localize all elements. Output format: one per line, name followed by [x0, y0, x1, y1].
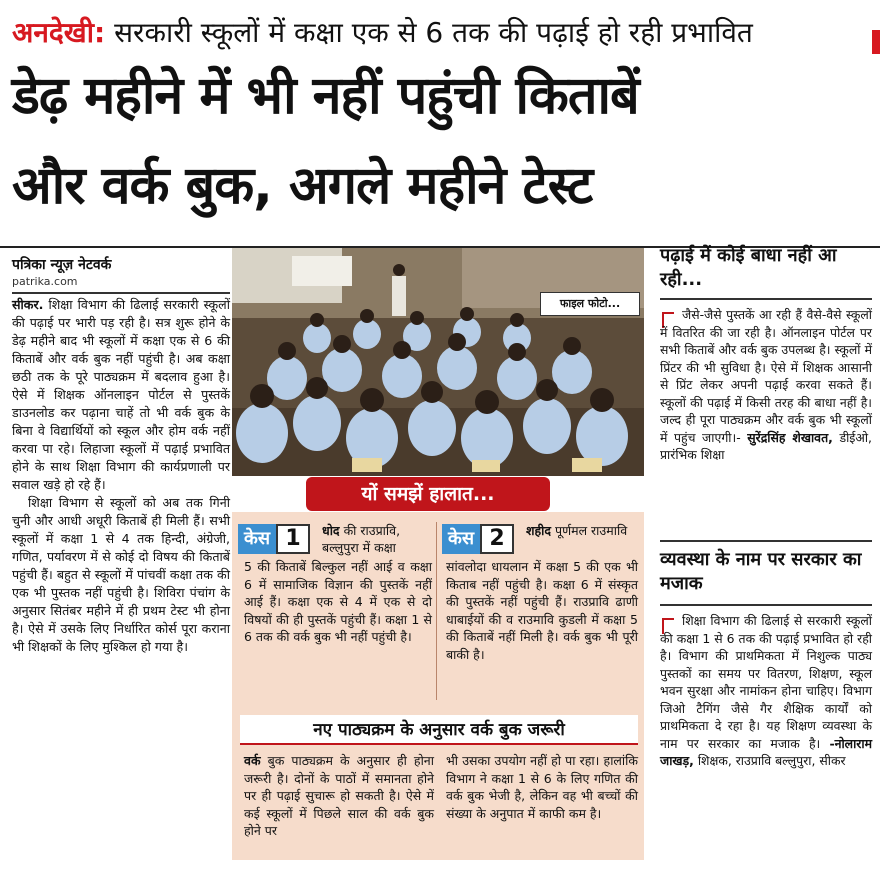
main-story-p1: सीकर. शिक्षा विभाग की ढिलाई सरकारी स्कूलों की पढ़ाई पर भारी पड़ रही है। सत्र शुरू होने के डेढ़ महीने बाद भी स्कूलों में कक्षा एक से 6 की किताबें और वर्क बुक नहीं पहुंची है। अब कक्षा छठी तक के पूरे पाठ्यक्रम में बदलाव हुआ है। ऐसे में शिक्षक ऑनलाइन पोर्टल से पुस्तकें डाउनलोड कर पढ़ाना चाहें तो भी वर्क बुक के बिना वे विद्यार्थियों को स्कूल और होम वर्क नहीं करवा पा रहे। लिहाजा स्कूलों में पढ़ाई प्रभावित होने के साथ शिक्षा विभाग की कार्यप्रणाली पर सवाल खड़े हो रहे हैं।: [12, 297, 230, 492]
kicker-text: सरकारी स्कूलों में कक्षा एक से 6 तक की पढ़ाई हो रही प्रभावित: [114, 16, 753, 49]
case-2-tag: [442, 524, 514, 554]
red-edge-marker: [872, 30, 880, 54]
case-2-school: शहीद पूर्णमल राउमावि: [526, 523, 628, 538]
headline-line-2: और वर्क बुक, अगले महीने टेस्ट: [12, 156, 593, 216]
dateline: सीकर.: [12, 297, 44, 312]
sidebar-2-top-rule: [660, 540, 872, 542]
case-1-number: 1: [276, 524, 310, 554]
kicker-line: [12, 14, 852, 52]
case-2-number: 2: [480, 524, 514, 554]
case-1-school: धोद की राउप्रावि, बल्लुपुरा में कक्षा: [322, 523, 401, 555]
explainer-title: यों समझें हालात...: [306, 477, 550, 511]
sidebar-1-author: सुरेंद्रसिंह शेखावत,: [747, 429, 833, 445]
workbook-right: भी उसका उपयोग नहीं हो पा रहा। हालांकि विभाग ने कक्षा 1 से 6 के लिए गणित की वर्क बुक भेजी है, लेकिन वह भी बच्चों की संख्या के अनुपात में काफी कम है।: [446, 753, 638, 821]
sidebar-2-author: -नोलाराम जाखड़,: [660, 735, 872, 768]
main-story-p2: शिक्षा विभाग से स्कूलों को अब तक गिनी चुनी और आधी अधूरी किताबें ही मिली हैं। सभी स्कूलों में कक्षा 1 से 4 तक हिन्दी, अंग्रेजी, गणित, पर्यावरण में से कोई दो विषय की किताबें पहुंची हैं। बहुत से स्कूलों में पांचवीं कक्षा तक की एक भी पुस्तक नहीं पहुंची है। शिविरा पंचांग के अनुसार सितंबर महीने में ही प्रथम टेस्ट भी होना है। ऐसे में उसके लिए निर्धारित कोर्स पूरा कराना भी शिक्षकों के लिए मुश्किल हो गया है।: [12, 495, 230, 654]
sidebar-1-designation: डीईओ, प्रारंभिक शिक्षा: [660, 429, 872, 462]
workbook-title: नए पाठ्यक्रम के अनुसार वर्क बुक जरूरी: [240, 715, 638, 745]
sidebar-2-rule: [660, 604, 872, 606]
main-story: [12, 296, 230, 656]
sidebar-1-rule: [660, 298, 872, 300]
case-1-body: 5 की किताबें बिल्कुल नहीं आई व कक्षा 6 में सामाजिक विज्ञान की पुस्तकें नहीं आई हैं। कक्षा एक से 4 में एक से दो विषयों की ही पुस्तकें पहुंची हैं। कक्षा 1 से 6 तक की वर्क बुक भी नहीं पहुंची है।: [244, 559, 432, 644]
case-2-word: केस: [442, 524, 480, 554]
sidebar-2-body: शिक्षा विभाग की ढिलाई से सरकारी स्कूलों की कक्षा 1 से 6 तक की पढ़ाई प्रभावित हो रही है। विभाग की प्राथमिकता में निशुल्क पाठ्य पुस्तकों का समय पर वितरण, शिक्षण, स्कूल भवन सुरक्षा और नामांकन होना चाहिए। विभाग जिओ टैगिंग जैसे गैर शैक्षिक कार्यों को प्राथमिकता दे रहा है। यह शिक्षण व्यवस्था के नाम पर सरकार का मजाक है। -नोलाराम जाखड़, शिक्षक, राउप्रावि बल्लुपुरा, सीकर: [660, 613, 872, 768]
workbook-left: वर्क बुक पाठ्यक्रम के अनुसार ही होना जरूरी है। दोनों के पाठों में समानता होने पर ही पढ़ाई सुचारू हो सकती है। ऐसे में कई स्कूलों में पिछले साल की वर्क बुक होने पर: [244, 753, 434, 838]
case-2-body: सांवलोदा धायलान में कक्षा 5 की एक भी किताब नहीं पहुंची है। कक्षा 6 में संस्कृत की पुस्तकें नहीं पहुंची हैं। राउप्रावि ढाणी धाबाईयों की व राउमावि कुडली में कक्षा 5 की किताबें नहीं मिली है। वर्क बुक भी पूरी बाकी है।: [446, 559, 638, 662]
case-1-word: केस: [238, 524, 276, 554]
byline-site: patrika.com: [12, 275, 78, 288]
sidebar-1-body: जैसे-जैसे पुस्तकें आ रही हैं वैसे-वैसे स्कूलों में वितरित की जा रही है। ऑनलाइन पोर्टल पर सभी किताबें और वर्क बुक उपलब्ध है। स्कूलों में प्रिंटर की भी सुविधा है। ऐसे में शिक्षक आसानी से प्रिंट लेकर अपनी पढ़ाई करवा सकते हैं। स्कूलों की पढ़ाई में किसी तरह की बाधा नहीं है। जल्द ही पूरा पाठ्यक्रम और वर्क बुक भी स्कूलों में पहुंच जाएगी।- सुरेंद्रसिंह शेखावत, डीईओ, प्रारंभिक शिक्षा: [660, 307, 872, 462]
kicker-label: अनदेखी:: [12, 16, 106, 49]
sidebar-2-designation: शिक्षक, राउप्रावि बल्लुपुरा, सीकर: [697, 753, 846, 768]
headline-line-1: डेढ़ महीने में भी नहीं पहुंची किताबें: [12, 66, 639, 126]
byline-name: पत्रिका न्यूज़ नेटवर्क: [12, 257, 112, 273]
sidebar-2-title: व्यवस्था के नाम पर सरकार का मजाक: [660, 549, 862, 594]
sidebar-1-title: पढ़ाई में कोई बाधा नहीं आ रही...: [660, 245, 837, 290]
byline-rule: [12, 292, 230, 294]
case-1-tag: [238, 524, 310, 554]
photo-caption-badge: फाइल फोटो...: [540, 292, 640, 316]
classroom-photo: [232, 248, 644, 476]
case-divider: [436, 522, 437, 700]
